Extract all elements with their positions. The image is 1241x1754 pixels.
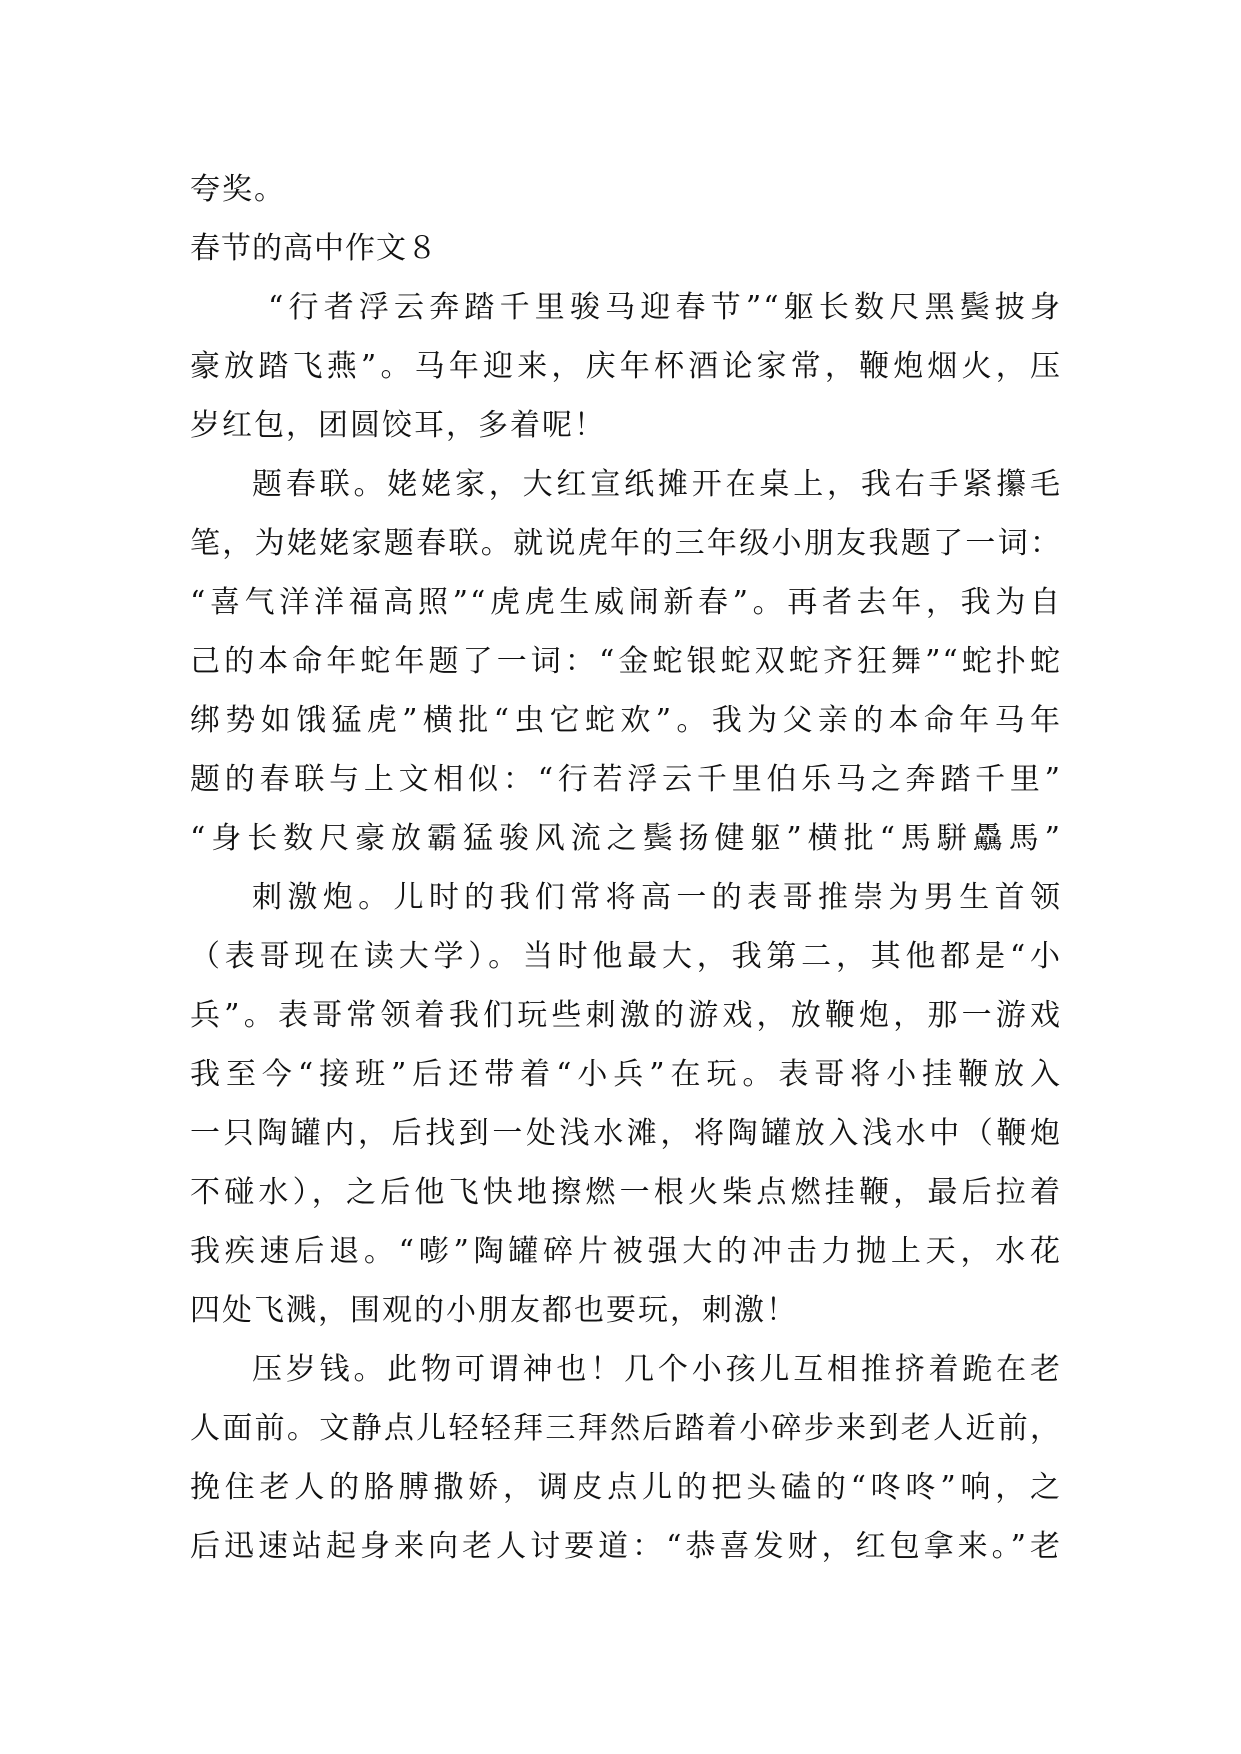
paragraph-3-line-3: 兵”。表哥常领着我们玩些刺激的游戏，放鞭炮，那一游戏 [190,998,1062,1033]
paragraph-1-line-3: 岁红包，团圆饺耳，多着呢！ [190,408,606,443]
paragraph-4-line-4: 后迅速站起身来向老人讨要道：“恭喜发财，红包拿来。”老 [190,1529,1062,1564]
essay-title: 春节的高中作文８ [190,231,438,266]
paragraph-3-line-2: （表哥现在读大学）。当时他最大，我第二，其他都是“小 [190,939,1062,974]
paragraph-2-line-2: 笔，为姥姥家题春联。就说虎年的三年级小朋友我题了一词： [190,526,1062,561]
paragraph-3-line-5: 一只陶罐内，后找到一处浅水滩，将陶罐放入浅水中（鞭炮 [190,1116,1062,1151]
paragraph-2-line-6: 题的春联与上文相似：“行若浮云千里伯乐马之奔踏千里” [190,762,1062,797]
text-line-praise: 夸奖。 [190,172,286,207]
paragraph-2-line-4: 己的本命年蛇年题了一词：“金蛇银蛇双蛇齐狂舞”“蛇扑蛇 [190,644,1062,679]
paragraph-3-line-4: 我至今“接班”后还带着“小兵”在玩。表哥将小挂鞭放入 [190,1057,1062,1092]
paragraph-2-line-1: 题春联。姥姥家，大红宣纸摊开在桌上，我右手紧攥毛 [252,467,1062,502]
paragraph-2-line-7: “身长数尺豪放霸猛骏风流之鬓扬健躯”横批“馬駢驫馬” [190,821,1062,856]
paragraph-3-line-6: 不碰水），之后他飞快地擦燃一根火柴点燃挂鞭，最后拉着 [190,1175,1062,1210]
paragraph-1-line-1: “行者浮云奔踏千里骏马迎春节”“躯长数尺黑鬓披身 [268,290,1062,325]
paragraph-1-line-2: 豪放踏飞燕”。马年迎来，庆年杯酒论家常，鞭炮烟火，压 [190,349,1062,384]
paragraph-4-line-2: 人面前。文静点儿轻轻拜三拜然后踏着小碎步来到老人近前， [190,1411,1062,1446]
paragraph-4-line-3: 挽住老人的胳膊撒娇，调皮点儿的把头磕的“咚咚”响，之 [190,1470,1062,1505]
paragraph-3-line-7: 我疾速后退。“嘭”陶罐碎片被强大的冲击力抛上天，水花 [190,1234,1062,1269]
paragraph-2-line-3: “喜气洋洋福高照”“虎虎生威闹新春”。再者去年，我为自 [190,585,1062,620]
paragraph-4-line-1: 压岁钱。此物可谓神也！几个小孩儿互相推挤着跪在老 [252,1352,1062,1387]
document-body [190,160,1062,1576]
paragraph-3-line-8: 四处飞溅，围观的小朋友都也要玩，刺激！ [190,1293,798,1328]
paragraph-3-line-1: 刺激炮。儿时的我们常将高一的表哥推崇为男生首领 [252,880,1062,915]
paragraph-2-line-5: 绑势如饿猛虎”横批“虫它蛇欢”。我为父亲的本命年马年 [190,703,1062,738]
